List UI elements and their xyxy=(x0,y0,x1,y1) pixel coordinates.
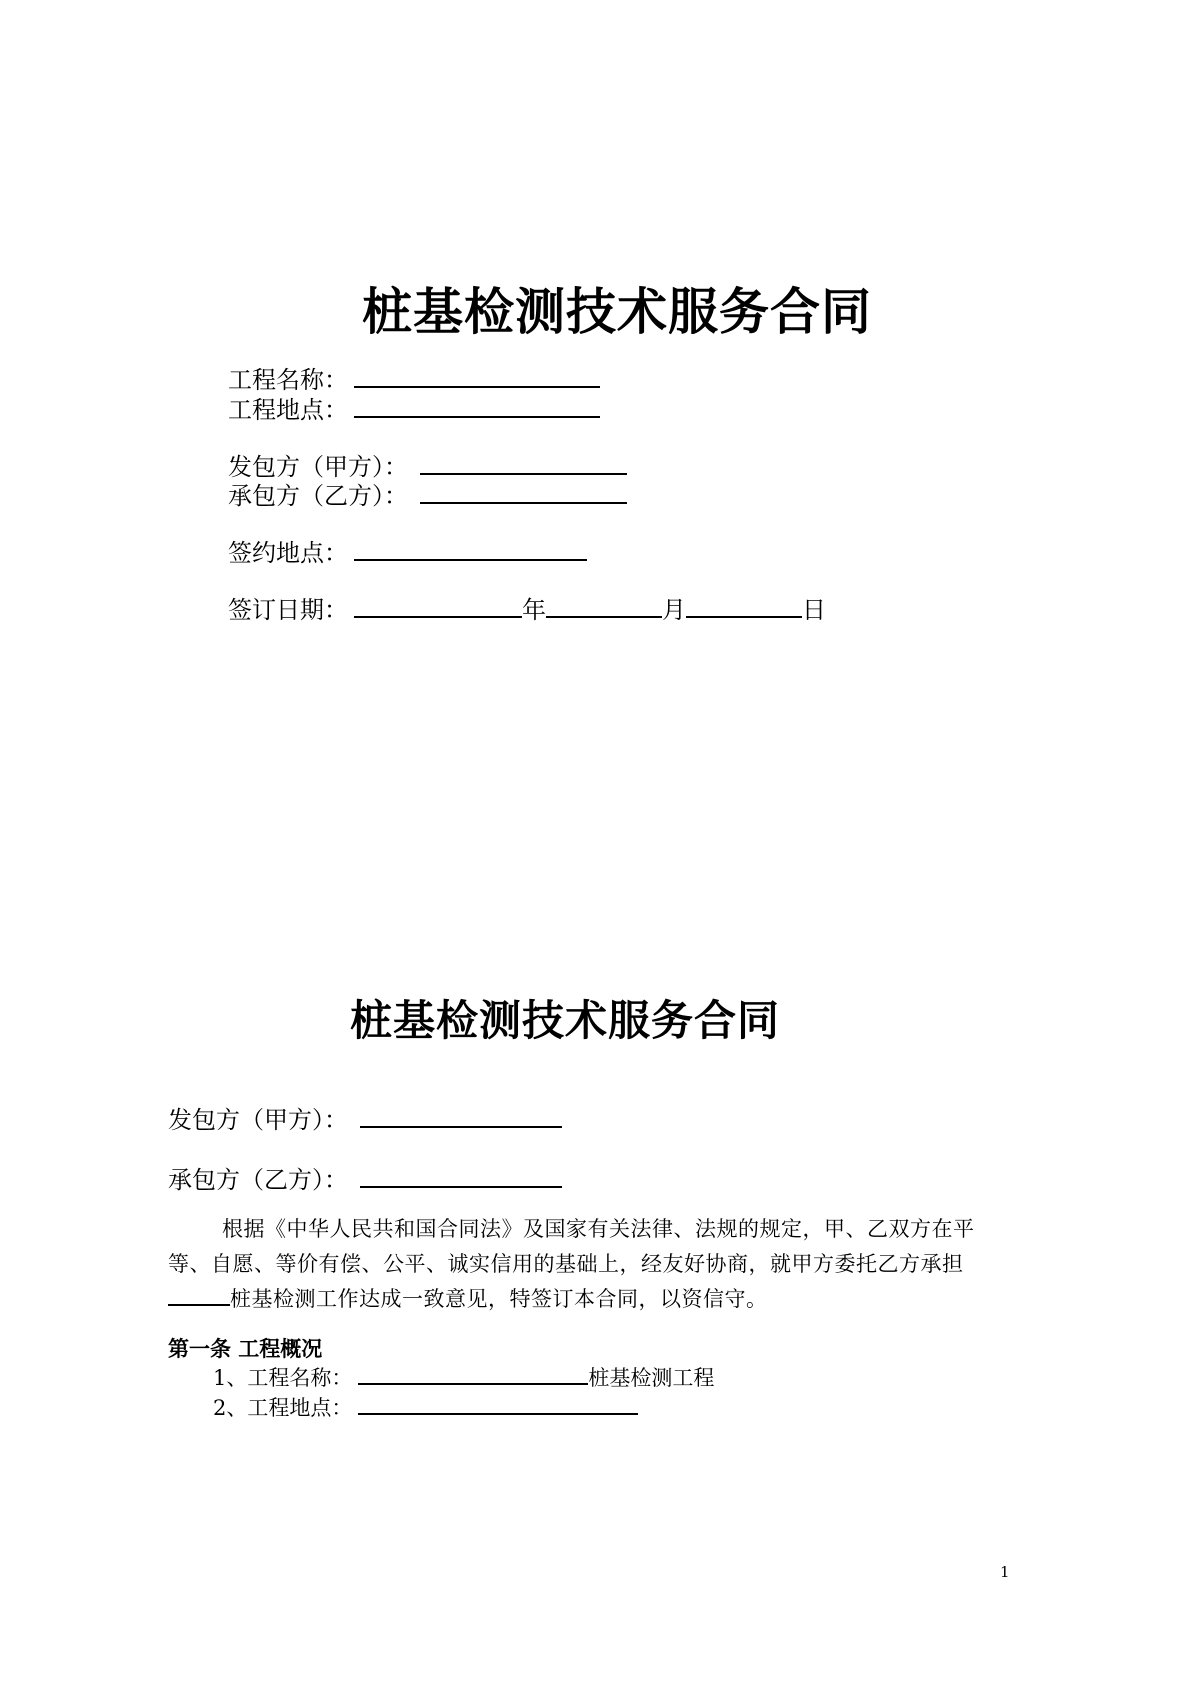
cover-title: 桩基检测技术服务合同 xyxy=(362,283,872,341)
project-location-blank[interactable] xyxy=(354,394,600,418)
project-location-label: 工程地点： xyxy=(228,396,348,424)
article-1-item-1 xyxy=(213,1362,714,1392)
item-2-blank[interactable] xyxy=(358,1393,638,1415)
contract-party-a-blank[interactable] xyxy=(360,1104,562,1128)
article-1-item-2 xyxy=(213,1392,638,1422)
party-a-blank[interactable] xyxy=(420,451,627,475)
preamble-text-2: 桩基检测工作达成一致意见，特签订本合同，以资信守。 xyxy=(230,1287,768,1311)
item-1-label: 1、工程名称： xyxy=(213,1366,353,1390)
signing-place-blank[interactable] xyxy=(354,537,587,561)
cover-signing-date-field xyxy=(228,594,826,626)
signing-month-blank[interactable] xyxy=(546,594,662,618)
party-b-blank[interactable] xyxy=(420,480,627,504)
contract-party-b-blank[interactable] xyxy=(360,1164,562,1188)
party-b-label: 承包方（乙方）： xyxy=(228,482,408,510)
contract-title: 桩基检测技术服务合同 xyxy=(350,996,781,1045)
year-label: 年 xyxy=(522,596,546,624)
party-a-label: 发包方（甲方）： xyxy=(228,453,408,481)
page-number: 1 xyxy=(1000,1563,1010,1581)
article-1-heading: 第一条 工程概况 xyxy=(168,1337,323,1361)
contract-party-b-field xyxy=(168,1160,562,1195)
signing-year-blank[interactable] xyxy=(354,594,522,618)
preamble-paragraph xyxy=(168,1212,1003,1317)
cover-project-name-field xyxy=(228,364,600,396)
project-name-blank[interactable] xyxy=(354,364,600,388)
signing-place-label: 签约地点： xyxy=(228,539,348,567)
item-1-blank[interactable] xyxy=(358,1363,588,1385)
contract-party-a-field xyxy=(168,1100,562,1135)
cover-party-a-field xyxy=(228,451,627,483)
signing-day-blank[interactable] xyxy=(686,594,802,618)
item-2-label: 2、工程地点： xyxy=(213,1396,353,1420)
contract-party-b-label: 承包方（乙方）： xyxy=(168,1166,348,1194)
project-name-label: 工程名称： xyxy=(228,366,348,394)
item-1-suffix: 桩基检测工程 xyxy=(588,1366,715,1390)
cover-project-location-field xyxy=(228,394,600,426)
contract-party-a-label: 发包方（甲方）： xyxy=(168,1106,348,1134)
preamble-blank[interactable] xyxy=(168,1284,230,1306)
month-label: 月 xyxy=(662,596,686,624)
signing-date-label: 签订日期： xyxy=(228,596,348,624)
preamble-text-1: 根据《中华人民共和国合同法》及国家有关法律、法规的规定，甲、乙双方在平等、自愿、等价有偿、公平、诚实信用的基础上，经友好协商，就甲方委托乙方承担 xyxy=(168,1217,975,1276)
cover-party-b-field xyxy=(228,480,627,512)
day-label: 日 xyxy=(802,596,826,624)
cover-signing-place-field xyxy=(228,537,587,569)
